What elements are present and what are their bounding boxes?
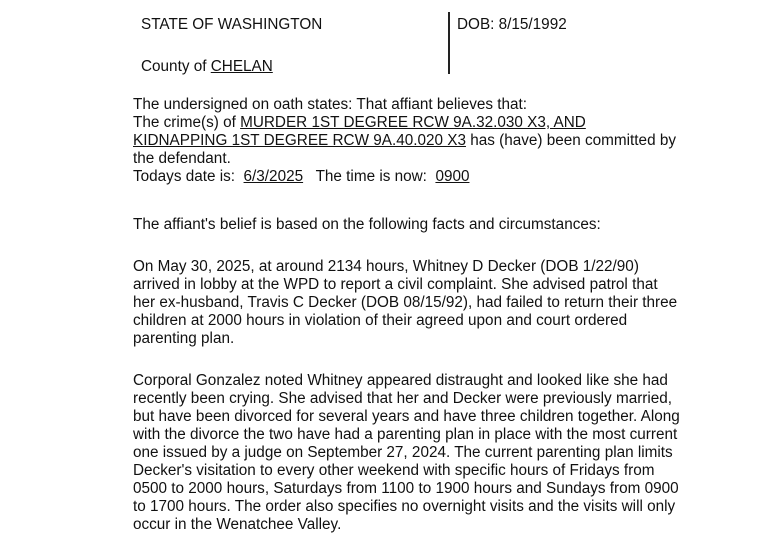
time-label: The time is now:	[303, 168, 436, 185]
oath-statement	[133, 96, 676, 186]
paragraph-line: Decker's visitation to every other weekend with specific hours of Fridays from	[133, 462, 655, 479]
date-time-line	[133, 168, 676, 186]
facts-paragraph-1	[133, 258, 677, 348]
date-value: 6/3/2025	[243, 168, 304, 185]
paragraph-line: to 1700 hours. The order also specifies no overnight visits and the visits will only	[133, 498, 676, 515]
county-value: CHELAN	[210, 58, 273, 75]
county-label: County of	[141, 58, 207, 75]
paragraph-line: but have been divorced for several years and have three children together. Along	[133, 408, 680, 425]
header-divider	[448, 12, 450, 74]
paragraph-line: her ex-husband, Travis C Decker (DOB 08/15/92), had failed to return their three	[133, 294, 678, 311]
dob-label: DOB:	[457, 16, 495, 33]
crime-charge-1: MURDER 1ST DEGREE RCW 9A.32.030 X3, AND	[240, 114, 586, 131]
crime-line-2	[133, 132, 676, 150]
paragraph-line: occur in the Wenatchee Valley.	[133, 516, 342, 533]
paragraph-line: parenting plan.	[133, 330, 235, 347]
paragraph-line: On May 30, 2025, at around 2134 hours, Whitney D Decker (DOB 1/22/90)	[133, 258, 639, 275]
facts-paragraph-2	[133, 372, 680, 534]
crime-prefix: The crime(s) of	[133, 114, 241, 131]
time-value: 0900	[435, 168, 470, 185]
paragraph-line: one issued by a judge on September 27, 2024. The current parenting plan limits	[133, 444, 673, 461]
crime-suffix: has (have) been committed by	[465, 132, 676, 149]
paragraph-line: with the divorce the two have had a parenting plan in place with the most current	[133, 426, 678, 443]
crime-line-1	[133, 114, 676, 132]
paragraph-line: Corporal Gonzalez noted Whitney appeared distraught and looked like she had	[133, 372, 668, 389]
state-heading: STATE OF WASHINGTON	[141, 16, 323, 33]
oath-line: The undersigned on oath states: That affiant believes that:	[133, 96, 528, 113]
paragraph-line: 0500 to 2000 hours, Saturdays from 1100 to 1900 hours and Sundays from 0900	[133, 480, 679, 497]
paragraph-line: arrived in lobby at the WPD to report a civil complaint. She advised patrol that	[133, 276, 658, 293]
county-line	[141, 58, 273, 76]
paragraph-line: children at 2000 hours in violation of their agreed upon and court ordered	[133, 312, 628, 329]
paragraph-line: recently been crying. She advised that her and Decker were previously married,	[133, 390, 673, 407]
defendant-line: the defendant.	[133, 150, 231, 167]
dob-line	[457, 16, 567, 34]
dob-value: 8/15/1992	[498, 16, 567, 33]
date-label: Todays date is:	[133, 168, 244, 185]
crime-charge-2: KIDNAPPING 1ST DEGREE RCW 9A.40.020 X3	[133, 132, 466, 149]
basis-statement: The affiant's belief is based on the following facts and circumstances:	[133, 216, 601, 233]
